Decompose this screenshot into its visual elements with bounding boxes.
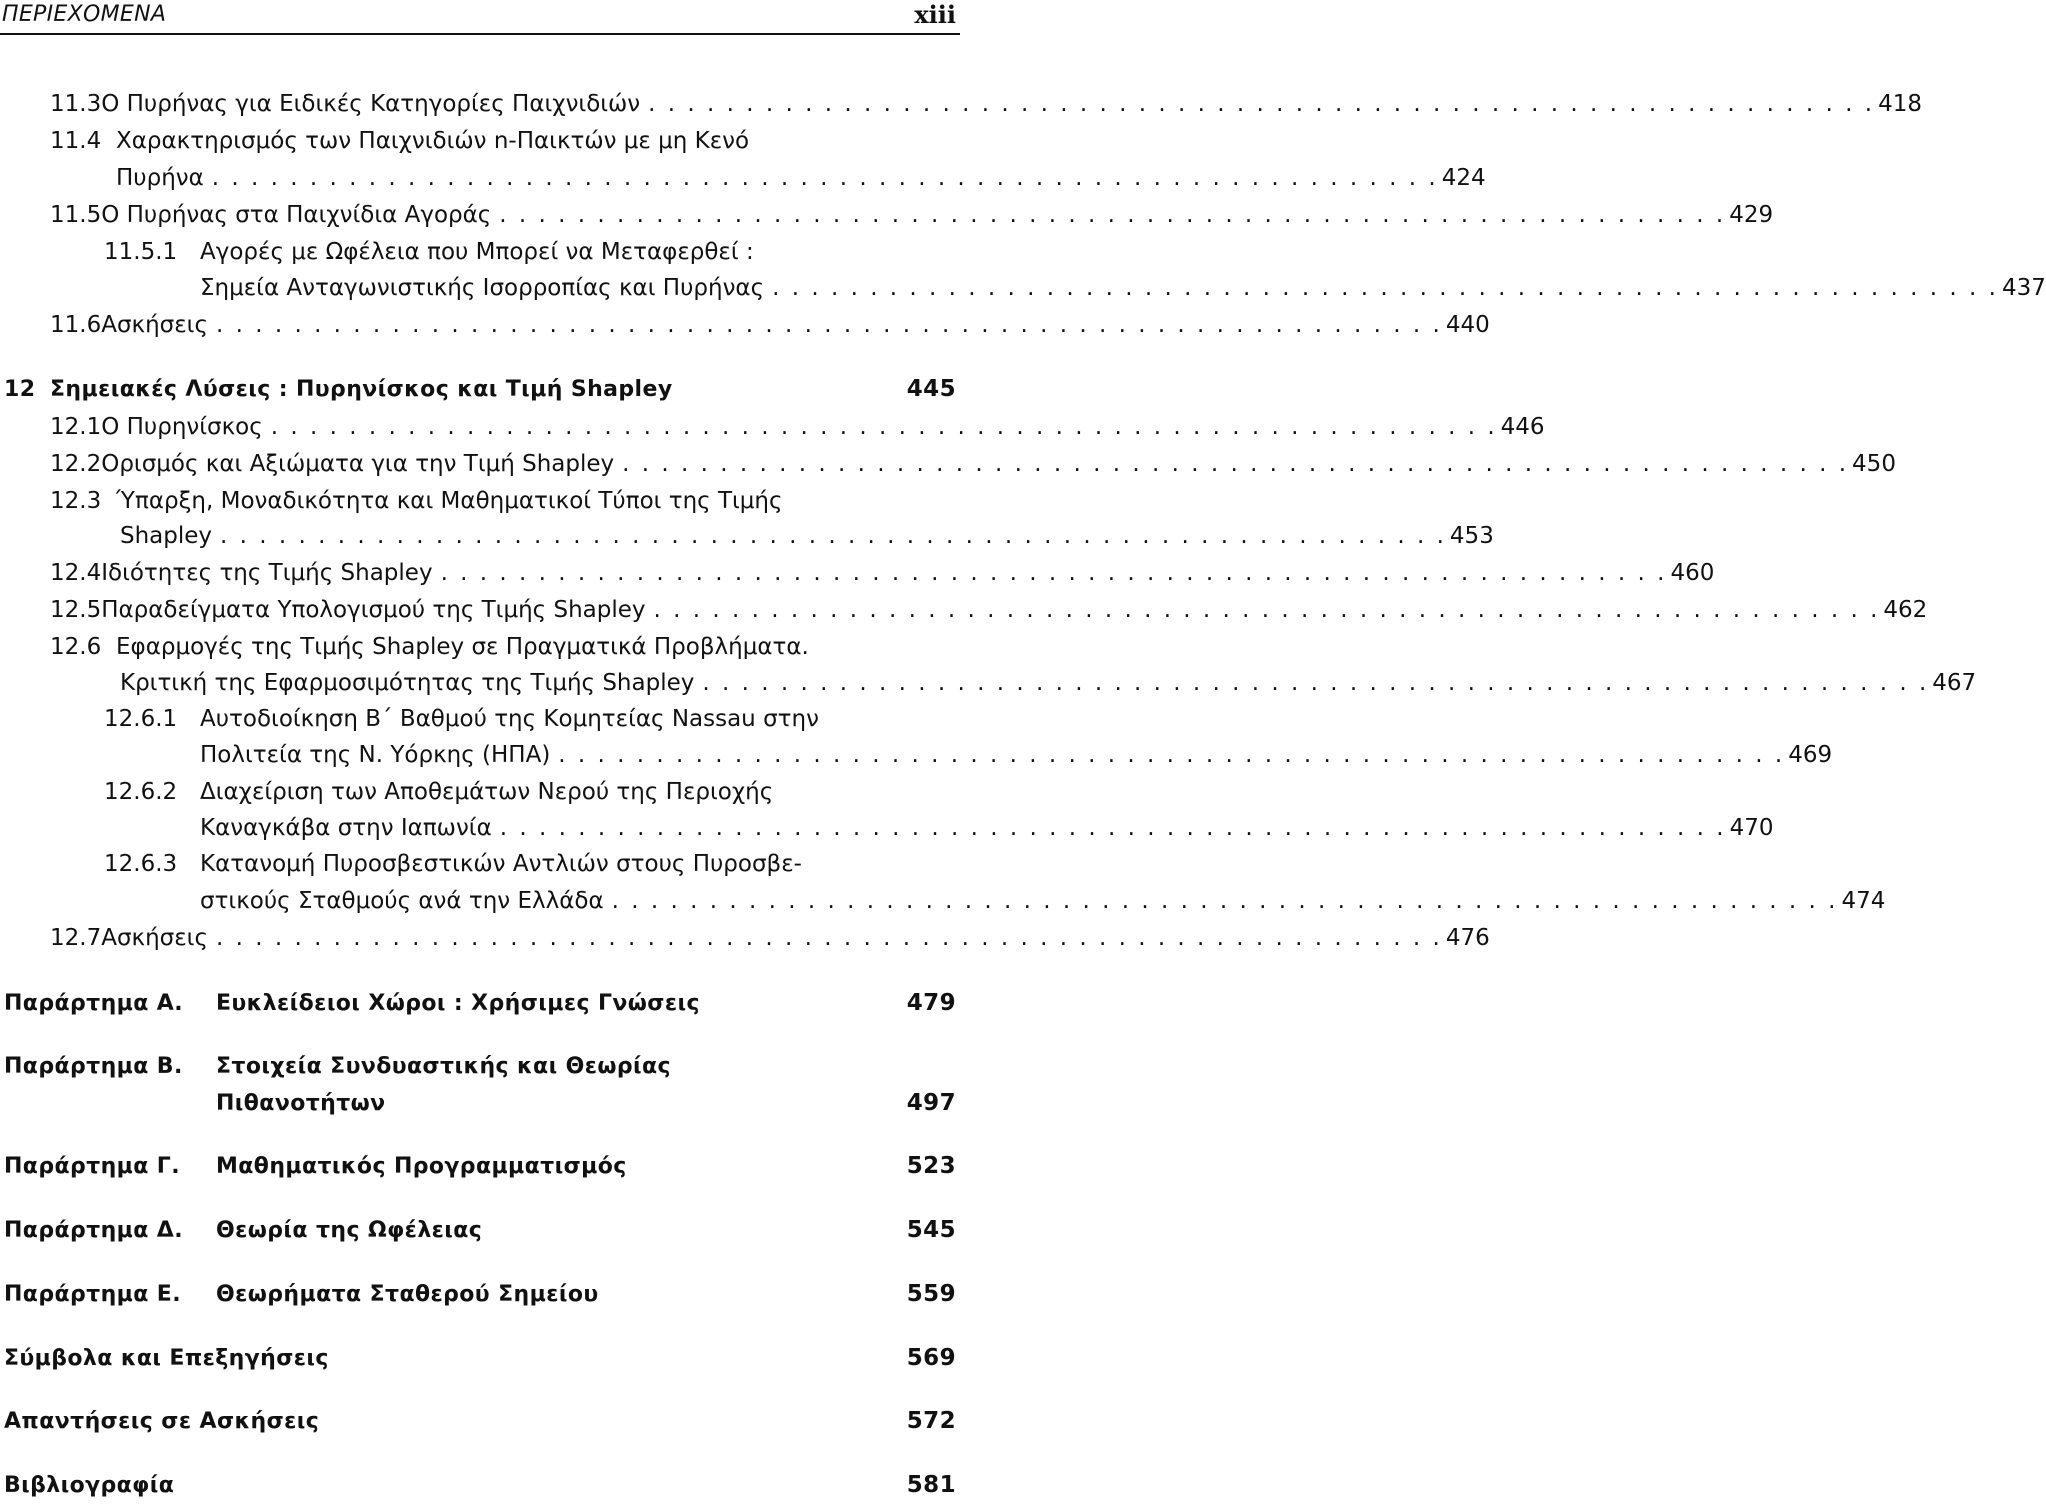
toc-chapter[interactable] <box>4 371 956 407</box>
entry-title-cont: Σημεία Ανταγωνιστικής Ισορροπίας και Πυρήνας <box>200 275 765 301</box>
back-matter-page: 572 <box>906 1408 956 1434</box>
toc-entry-continuation[interactable] <box>120 665 1977 701</box>
appendix-page: 559 <box>906 1281 956 1307</box>
toc-entry-continuation[interactable] <box>200 810 1774 846</box>
back-matter-title: Σύμβολα και Επεξηγήσεις <box>4 1346 329 1371</box>
appendix-title: Στοιχεία Συνδυαστικής και Θεωρίας <box>216 1054 671 1079</box>
page-header <box>0 0 960 36</box>
leader-dots <box>271 409 1495 445</box>
leader-dots <box>216 920 1440 956</box>
appendix-label: Παράρτημα Β. <box>4 1054 183 1079</box>
toc-appendix[interactable] <box>4 1212 956 1248</box>
entry-page: 418 <box>1878 91 1922 117</box>
toc-appendix[interactable] <box>4 1276 956 1312</box>
toc-entry-continuation[interactable] <box>200 883 1886 919</box>
entry-number: 12.1 <box>50 414 102 440</box>
leader-dots <box>216 307 1440 343</box>
entry-page: 437 <box>2001 275 2046 301</box>
header-rule <box>0 33 960 35</box>
leader-dots <box>654 592 1878 628</box>
chapter-number: 12 <box>4 377 36 402</box>
entry-page: 470 <box>1729 815 1774 841</box>
toc-entry-continuation[interactable] <box>120 518 1494 554</box>
entry-title: Ιδιότητες της Τιμής Shapley <box>101 560 433 586</box>
appendix-label: Παράρτημα Ε. <box>4 1282 181 1307</box>
toc-back-matter[interactable] <box>4 1403 956 1439</box>
entry-page: 467 <box>1932 670 1977 696</box>
toc-entry[interactable] <box>104 701 956 737</box>
toc-appendix-continuation[interactable] <box>216 1085 956 1121</box>
back-matter-title: Απαντήσεις σε Ασκήσεις <box>4 1409 320 1434</box>
entry-number: 12.3 <box>50 488 102 514</box>
entry-page: 446 <box>1500 414 1545 440</box>
toc-back-matter[interactable] <box>4 1340 956 1376</box>
leader-dots <box>702 665 1926 701</box>
toc-appendix[interactable] <box>4 1148 956 1184</box>
entry-title: Ασκήσεις <box>101 312 208 338</box>
entry-page: 453 <box>1449 523 1494 549</box>
entry-title-cont: Πυρήνα <box>116 165 204 191</box>
appendix-title: Θεωρήματα Σταθερού Σημείου <box>216 1282 599 1307</box>
leader-dots <box>612 883 1836 919</box>
leader-dots <box>648 86 1872 122</box>
entry-title: Εφαρμογές της Τιμής Shapley σε Πραγματικά Προβλήματα. <box>116 634 809 660</box>
running-title: ΠΕΡΙΕΧΟΜΕΝΑ <box>2 2 167 27</box>
entry-title: Αγορές με Ωφέλεια που Μπορεί να Μεταφερθεί : <box>200 239 754 265</box>
entry-title: Κατανομή Πυροσβεστικών Αντλιών στους Πυροσβε- <box>200 851 802 877</box>
entry-title: Ασκήσεις <box>101 925 208 951</box>
appendix-label: Παράρτημα Γ. <box>4 1154 180 1179</box>
toc-appendix[interactable] <box>4 1049 956 1085</box>
entry-page: 474 <box>1841 888 1886 914</box>
entry-title: Ο Πυρήνας στα Παιχνίδια Αγοράς <box>101 202 492 228</box>
entry-title: Παραδείγματα Υπολογισμού της Τιμής Shapley <box>101 597 646 623</box>
entry-number: 11.5.1 <box>104 239 178 265</box>
entry-number: 11.6 <box>50 312 102 338</box>
toc-entry[interactable] <box>104 846 956 882</box>
appendix-page: 479 <box>906 990 956 1016</box>
entry-number: 12.4 <box>50 560 102 586</box>
entry-page: 424 <box>1441 165 1486 191</box>
entry-page: 440 <box>1445 312 1490 338</box>
entry-number: 11.3 <box>50 91 102 117</box>
entry-title-cont: Καναγκάβα στην Ιαπωνία <box>200 815 492 841</box>
appendix-title: Ευκλείδειοι Χώροι : Χρήσιμες Γνώσεις <box>216 991 700 1016</box>
entry-page: 476 <box>1445 925 1490 951</box>
appendix-page: 497 <box>906 1090 956 1116</box>
back-matter-page: 569 <box>906 1345 956 1371</box>
leader-dots <box>441 555 1665 591</box>
toc-entry-continuation[interactable] <box>116 160 1486 196</box>
entry-title: Διαχείριση των Αποθεμάτων Νερού της Περιοχής <box>200 779 774 805</box>
entry-title: Ο Πυρηνίσκος <box>101 414 263 440</box>
entry-page: 450 <box>1852 451 1896 477</box>
leader-dots <box>500 810 1724 846</box>
entry-title-cont: Κριτική της Εφαρμοσιμότητας της Τιμής Shapley <box>120 670 695 696</box>
leader-dots <box>558 737 1782 773</box>
toc-entry[interactable] <box>50 307 1490 343</box>
chapter-title: Σημειακές Λύσεις : Πυρηνίσκος και Τιμή Shapley <box>50 377 673 402</box>
entry-title: Ύπαρξη, Μοναδικότητα και Μαθηματικοί Τύποι της Τιμής <box>116 488 783 514</box>
page-number: xiii <box>914 0 956 29</box>
entry-number: 12.6.1 <box>104 706 178 732</box>
toc-entry[interactable] <box>50 629 956 665</box>
leader-dots <box>212 160 1436 196</box>
toc-entry[interactable] <box>50 197 1774 233</box>
entry-number: 12.2 <box>50 451 102 477</box>
toc-entry[interactable] <box>50 409 1545 445</box>
toc-entry[interactable] <box>104 234 956 270</box>
entry-page: 469 <box>1788 742 1833 768</box>
toc-entry[interactable] <box>50 446 1896 482</box>
toc-entry[interactable] <box>104 774 956 810</box>
entry-number: 12.6.3 <box>104 851 178 877</box>
toc-entry[interactable] <box>50 86 1922 122</box>
entry-page: 462 <box>1883 597 1928 623</box>
entry-number: 11.5 <box>50 202 102 228</box>
toc-entry[interactable] <box>50 592 1928 628</box>
chapter-page: 445 <box>906 376 956 402</box>
appendix-page: 545 <box>906 1217 956 1243</box>
appendix-page: 523 <box>906 1153 956 1179</box>
appendix-title: Θεωρία της Ωφέλειας <box>216 1218 483 1243</box>
leader-dots <box>220 518 1444 554</box>
entry-number: 12.5 <box>50 597 102 623</box>
toc-entry-continuation[interactable] <box>200 737 1833 773</box>
entry-title: Αυτοδιοίκηση Β΄ Βαθμού της Κομητείας Nassau στην <box>200 706 819 732</box>
entry-number: 11.4 <box>50 128 102 154</box>
toc-entry-continuation[interactable] <box>200 270 2046 306</box>
back-matter-title: Βιβλιογραφία <box>4 1473 175 1498</box>
entry-title: Χαρακτηρισμός των Παιχνιδιών n-Παικτών με μη Κενό <box>116 128 750 154</box>
entry-title-cont: Shapley <box>120 523 213 549</box>
appendix-title: Μαθηματικός Προγραμματισμός <box>216 1154 627 1179</box>
entry-page: 460 <box>1670 560 1715 586</box>
entry-title: Ο Πυρήνας για Ειδικές Κατηγορίες Παιχνιδιών <box>101 91 641 117</box>
toc-back-matter[interactable] <box>4 1467 956 1503</box>
leader-dots <box>499 197 1723 233</box>
entry-number: 12.6.2 <box>104 779 178 805</box>
entry-number: 12.7 <box>50 925 102 951</box>
entry-number: 12.6 <box>50 634 102 660</box>
appendix-title-cont: Πιθανοτήτων <box>216 1091 386 1116</box>
leader-dots <box>772 270 1996 306</box>
toc-entry[interactable] <box>50 123 956 159</box>
toc-entry[interactable] <box>50 483 956 519</box>
toc-entry[interactable] <box>50 555 1715 591</box>
entry-title-cont: Πολιτεία της Ν. Υόρκης (ΗΠΑ) <box>200 742 551 768</box>
appendix-label: Παράρτημα Α. <box>4 991 183 1016</box>
entry-title: Ορισμός και Αξιώματα για την Τιμή Shapley <box>101 451 615 477</box>
entry-title-cont: στικούς Σταθμούς ανά την Ελλάδα <box>200 888 604 914</box>
back-matter-page: 581 <box>906 1472 956 1498</box>
appendix-label: Παράρτημα Δ. <box>4 1218 183 1243</box>
entry-page: 429 <box>1729 202 1774 228</box>
toc-entry[interactable] <box>50 920 1490 956</box>
toc-appendix[interactable] <box>4 985 956 1021</box>
leader-dots <box>622 446 1846 482</box>
